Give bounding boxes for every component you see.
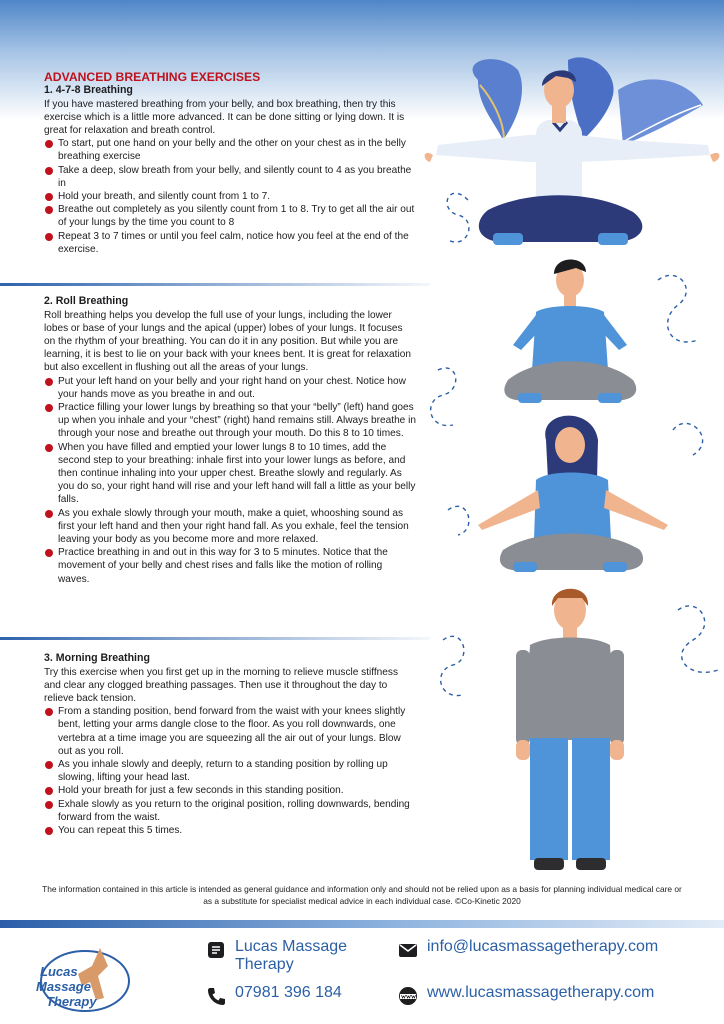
standing-man-grey-shirt [516,589,624,870]
step-list [44,375,416,586]
business-name-line-2: Therapy [235,956,294,973]
business-name [205,938,347,974]
business-name-line-1: Lucas Massage [235,938,348,955]
section-divider [0,637,430,640]
section-divider [0,283,430,286]
step-list [44,137,416,256]
logo-line-2: Massage [36,979,91,994]
disclaimer-text: The information contained in this article is intended as general guidance and information only and should not be relied upon as a basis for planning individual medical care or as a substitute for specialist medical advice in each individual case. ©Co-Kinetic 2020 [42,884,682,906]
list-item: From a standing position, bend forward from the waist with your knees slightly bent, letting your arms dangle close to the floor. As you roll downwards, one vertebra at a time image you are squeezing all the air out of your lungs. Blow out as you roll. [44,705,416,758]
website-contact[interactable] [397,984,654,1007]
section-478-breathing [44,70,416,256]
section-roll-breathing [44,295,416,586]
list-item: When you have filled and emptied your lower lungs 8 to 10 times, add the second step to your breathing: inhale first into your lower lungs as before, and then continue inhaling into your upper chest. Breathe slowly and regularly. As you do so, your right hand will rise and your left hand will fall a little as your belly falls. [44,441,416,507]
list-item: Repeat 3 to 7 times or until you feel calm, notice how you feel at the end of the exercise. [44,230,416,256]
list-item: Practice filling your lower lungs by breathing so that your “belly” (left) hand goes up when you inhale and your “chest” (right) hand remains still. Always breathe in through your nose and breathe out through your mouth. Do this 8 to 10 times. [44,401,416,441]
section-intro: Try this exercise when you first get up in the morning to relieve muscle stiffness and clear any clogged breathing passages. Then use it throughout the day to relieve back tension. [44,666,398,704]
list-item: Put your left hand on your belly and your right hand on your chest. Notice how your hands move as you breathe in and out. [44,375,416,401]
section-heading: 3. Morning Breathing [44,652,150,664]
meditating-man-with-leaves [425,57,720,245]
footer [0,928,724,1024]
list-item: Take a deep, slow breath from your belly, and silently count to 4 as you breathe in [44,164,416,190]
list-item: Practice breathing in and out in this way for 3 to 5 minutes. Notice that the movement of your belly and chest rises and falls like the motion of rolling waves. [44,546,416,586]
phone-number[interactable]: 07981 396 184 [235,984,342,1001]
list-item: As you exhale slowly through your mouth, make a quiet, whooshing sound as first your left hand and then your right hand fall. As you exhale, feel the tension leaving your body as you become more and more relaxed. [44,507,416,547]
footer-gradient-bar [0,920,724,928]
list-item: As you inhale slowly and deeply, return to a standing position by rolling up slowing, lifting your head last. [44,758,416,784]
sitting-woman-long-hair [478,416,668,572]
section-intro: If you have mastered breathing from your belly, and box breathing, then try this exercise which is a little more advanced. It can be done sitting or lying down. It is great for relaxation and breath control. [44,98,405,136]
step-list [44,705,416,837]
phone-contact[interactable] [205,984,342,1007]
envelope-icon [397,939,419,961]
section-heading: 2. Roll Breathing [44,295,129,307]
section-intro: Roll breathing helps you develop the full use of your lungs, including the lower lobes or base of your lungs and the apical (upper) lobes of your lungs. It focuses on the rhythm of your breathing. You can do it in any position. But while you are learning, it is best to lie on your back with your knees bent. It is great for relaxation but also excellent in flushing out all the areas of your lungs. [44,309,411,374]
logo-line-3: Therapy [46,994,97,1009]
list-item: Hold your breath for just a few seconds in this standing position. [44,784,416,797]
globe-www-icon [397,985,419,1007]
email-link[interactable]: info@lucasmassagetherapy.com [427,938,659,955]
lucas-massage-therapy-logo [30,936,140,1021]
sitting-man-blue-shirt [504,259,636,403]
website-link[interactable]: www.lucasmassagetherapy.com [427,984,655,1001]
section-morning-breathing [44,652,416,837]
phone-icon [205,985,227,1007]
section-heading: 1. 4-7-8 Breathing [44,84,133,96]
map-pin-icon [205,939,227,961]
list-item: Exhale slowly as you return to the original position, rolling downwards, bending forward from the waist. [44,798,416,824]
list-item: To start, put one hand on your belly and the other on your chest as in the belly breathing exercise [44,137,416,163]
logo-line-1: Lucas [40,964,78,979]
list-item: Hold your breath, and silently count from 1 to 7. [44,190,416,203]
breathing-figures-illustration [418,50,724,880]
list-item: Breathe out completely as you silently count from 1 to 8. Try to get all the air out of your lungs by the time you count to 8 [44,203,416,229]
page-title: ADVANCED BREATHING EXERCISES [44,70,261,84]
list-item: You can repeat this 5 times. [44,824,416,837]
email-contact[interactable] [397,938,658,961]
